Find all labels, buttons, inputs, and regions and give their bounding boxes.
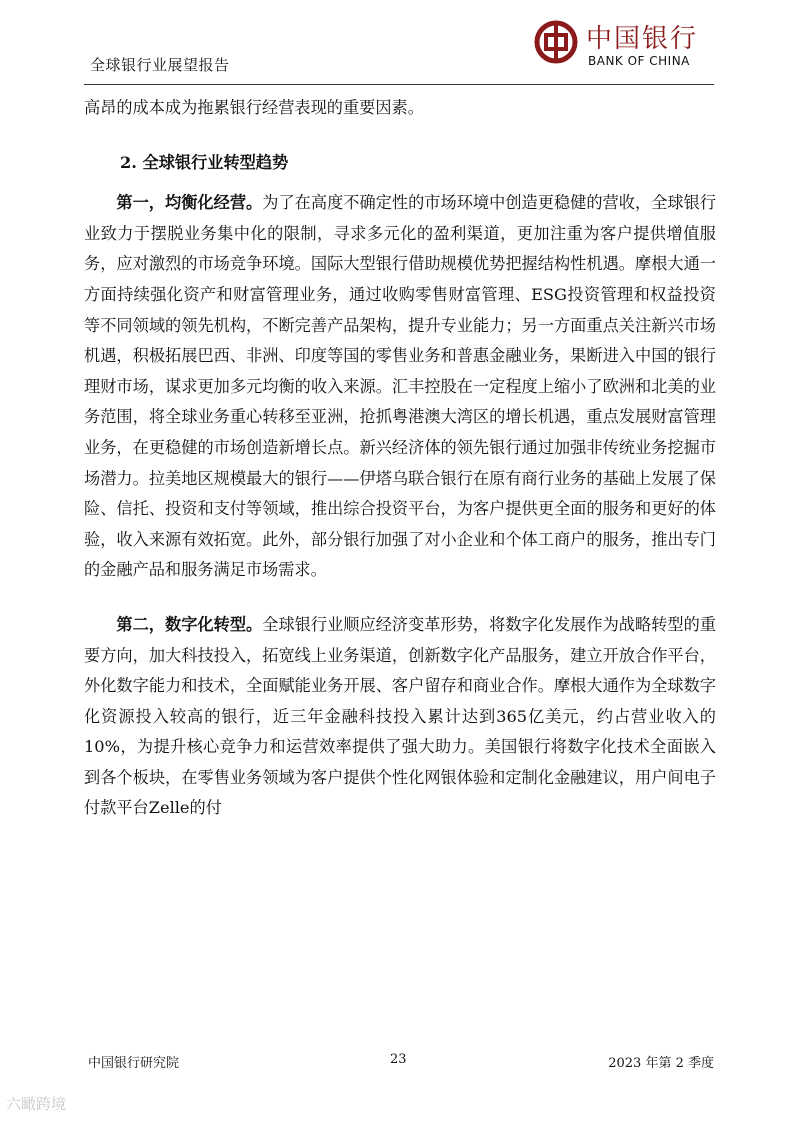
page-number: 23	[390, 1052, 407, 1067]
paragraph-digital-transformation	[84, 610, 716, 824]
report-title: 全球银行业展望报告	[90, 56, 230, 74]
logo-chinese-name: 中国银行	[586, 24, 699, 54]
logo-english-name: BANK OF CHINA	[588, 54, 690, 68]
paragraph-balanced-operation	[84, 188, 716, 586]
paragraph-lead: 第二，数字化转型。	[116, 614, 263, 634]
page-body	[84, 93, 716, 824]
continuation-line: 高昂的成本成为拖累银行经营表现的重要因素。	[84, 98, 424, 117]
header-divider	[84, 84, 714, 85]
footer-quarter: 2023 年第 2 季度	[608, 1056, 714, 1071]
paragraph-text: 全球银行业顺应经济变革形势，将数字化发展作为战略转型的重要方向，加大科技投入，拓宽线上业务渠道，创新数字化产品服务，建立开放合作平台，外化数字能力和技术，全面赋能业务开展、客户留存和商业合作。摩根大通作为全球数字化资源投入较高的银行，近三年金融科技投入累计达到365亿美元，约占营业收入的10%，为提升核心竞争力和运营效率提供了强大助力。美国银行将数字化技术全面嵌入到各个板块，在零售业务领域为客户提供个性化网银体验和定制化金融建议，用户间电子付款平台Zelle的付	[84, 614, 717, 818]
paragraph-text: 为了在高度不确定性的市场环境中创造更稳健的营收，全球银行业致力于摆脱业务集中化的限制，寻求多元化的盈利渠道，更加注重为客户提供增值服务，应对激烈的市场竞争环境。国际大型银行借助规模优势把握结构性机遇。摩根大通一方面持续强化资产和财富管理业务，通过收购零售财富管理、ESG投资管理和权益投资等不同领域的领先机构，不断完善产品架构，提升专业能力；另一方面重点关注新兴市场机遇，积极拓展巴西、非洲、印度等国的零售业务和普惠金融业务，果断进入中国的银行理财市场，谋求更加多元均衡的收入来源。汇丰控股在一定程度上缩小了欧洲和北美的业务范围，将全球业务重心转移至亚洲，抢抓粤港澳大湾区的增长机遇，重点发展财富管理业务，在更稳健的市场创造新增长点。新兴经济体的领先银行通过加强非传统业务挖掘市场潜力。拉美地区规模最大的银行——伊塔乌联合银行在原有商行业务的基础上发展了保险、信托、投资和支付等领域，推出综合投资平台，为客户提供更全面的服务和更好的体验，收入来源有效拓宽。此外，部分银行加强了对小企业和个体工商户的服务，推出专门的金融产品和服务满足市场需求。	[84, 193, 717, 580]
section-heading: 2. 全球银行业转型趋势	[120, 152, 289, 172]
watermark: 六瞰跨境	[6, 1095, 67, 1113]
footer-institute: 中国银行研究院	[88, 1056, 180, 1071]
page-header	[84, 18, 714, 84]
bank-logo	[534, 18, 714, 80]
paragraph-lead: 第一，均衡化经营。	[116, 193, 263, 213]
bank-of-china-emblem-icon	[534, 20, 578, 64]
